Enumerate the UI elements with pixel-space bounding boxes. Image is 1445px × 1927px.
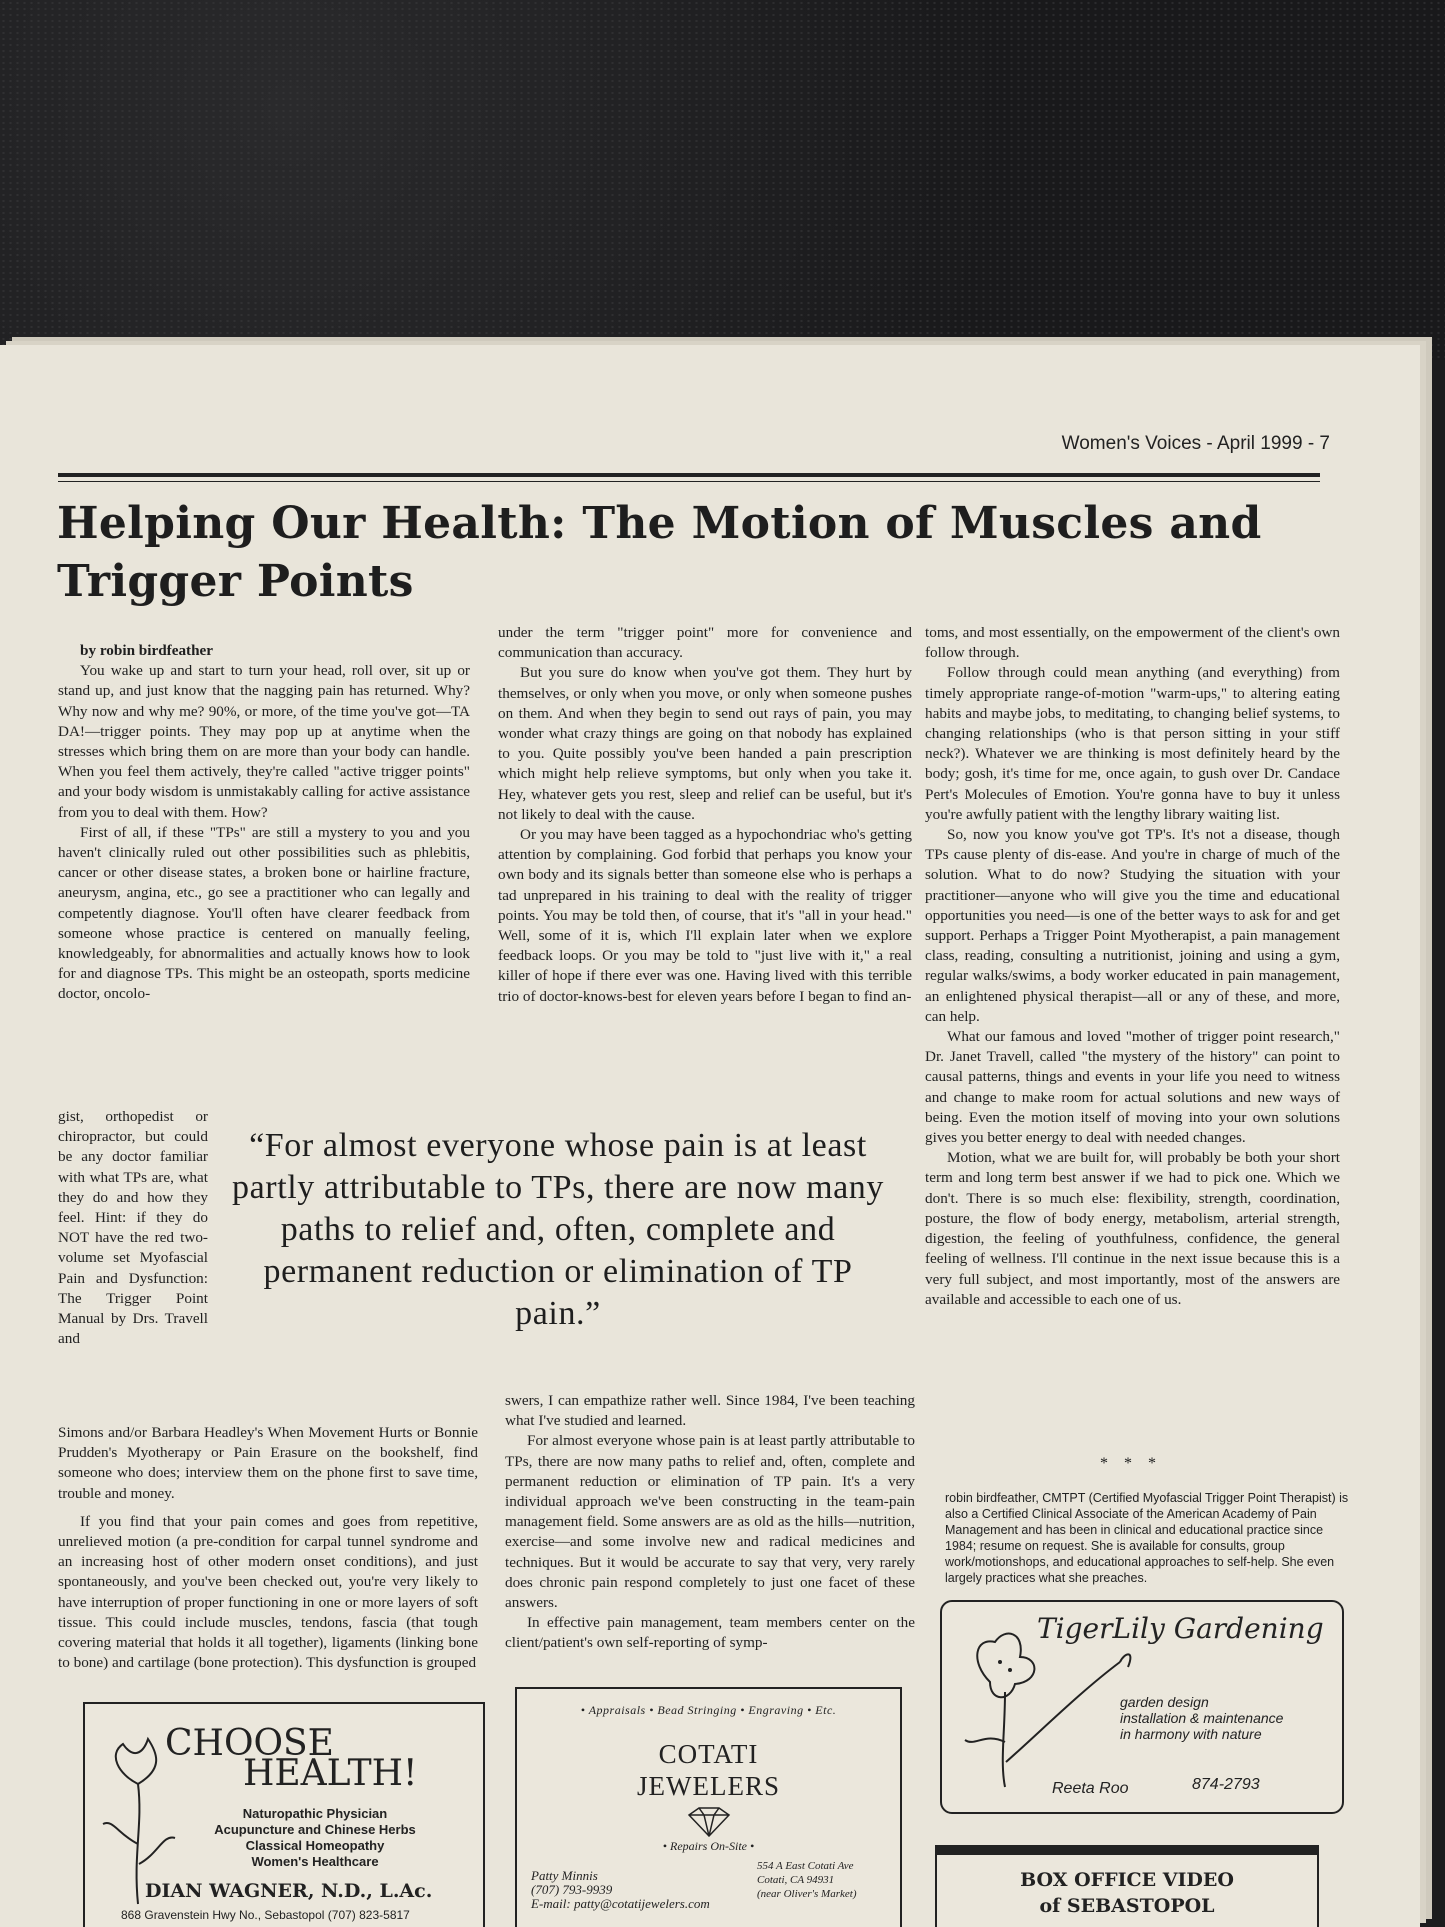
paragraph: under the term "trigger point" more for convenience and communication than accuracy. <box>498 624 912 662</box>
column-2-lower <box>505 1391 915 1654</box>
byline: by robin birdfeather <box>80 642 214 659</box>
pull-quote: “For almost everyone whose pain is at least partly attributable to TPs, there are now many paths to relief and, often, complete and permanent reduction or elimination of TP pain.” <box>231 1127 885 1332</box>
ad-address <box>757 1859 857 1901</box>
service-line: Naturopathic Physician <box>242 1806 388 1821</box>
ad-contact-name: Reeta Roo <box>1052 1780 1129 1797</box>
ad-box-office-video <box>935 1845 1319 1927</box>
service-line: Acupuncture and Chinese Herbs <box>214 1822 416 1837</box>
section-break: * * * <box>1100 1455 1162 1472</box>
author-bio: robin birdfeather, CMTPT (Certified Myofascial Trigger Point Therapist) is also a Certified Clinical Associate of the American Academy of Pain Management and has been in clinical and educational practice since 1984; resume on request. She is available for consults, group work/motionshops, and educational approaches to self-help. She even largely practices what she preaches. <box>945 1491 1349 1585</box>
contact-line: E-mail: patty@cotatijewelers.com <box>531 1896 710 1911</box>
ad-services <box>185 1806 445 1870</box>
paragraph: For almost everyone whose pain is at least partly attributable to TPs, there are now many paths to relief and, often, complete and permanent reduction or elimination of TP pain. It's a very individual approach we've been constructing in the team-pain management field. Some answers are as old as the hills—nutrition, exercise—and some involve new and radical medicines and techniques. But it would be accurate to say that very, very rarely does chronic pain respond completely to just one facet of these answers. <box>505 1432 915 1612</box>
running-head: Women's Voices - April 1999 - 7 <box>1061 433 1330 454</box>
ad-practitioner-name: DIAN WAGNER, N.D., L.Ac. <box>145 1880 433 1902</box>
paragraph: toms, and most essentially, on the empowerment of the client's own follow through. <box>925 624 1340 662</box>
paragraph: If you find that your pain comes and goes from repetitive, unrelieved motion (a pre-condition for carpal tunnel syndrome and an increasing host of other modern onset conditions), and just spontaneously, and you've been checked out, you're very likely to have interruption of proper functioning in one or more layers of soft tissue. This could include muscles, tendons, fascia (that tough covering material that holds it all together), ligaments (linking bone to bone) and cartilage (bone protection). This dysfunction is grouped <box>58 1512 478 1672</box>
ad-address: 868 Gravenstein Hwy No., Sebastopol (707) 823-5817 <box>121 1908 410 1922</box>
address-line: 554 A East Cotati Ave <box>757 1860 854 1872</box>
ad-contact <box>531 1869 710 1911</box>
ad-title: HEALTH! <box>243 1753 418 1794</box>
newspaper-page <box>0 345 1420 1927</box>
service-line: Classical Homeopathy <box>245 1838 385 1853</box>
ad-phone: 874-2793 <box>1192 1776 1260 1793</box>
ad-title: TigerLily Gardening <box>1037 1612 1324 1645</box>
paragraph: But you sure do know when you've got them. They hurt by themselves, or only when you move, or only when someone pushes on them. And when they begin to send out rays of pain, you may wonder what crazy things are going on that nobody has explained to you. Quite possibly you've been handed a pain prescription which might help relieve symptoms, but only when you take it. Hey, whatever gets you rest, sleep and relief can be useful, but it's not likely to deal with the cause. <box>498 664 912 823</box>
ad-title: COTATI <box>658 1739 759 1769</box>
paragraph: Motion, what we are built for, will probably be both your short term and long term best answer if we had to pick one. Which we don't. There is so much else: flexibility, strength, coordination, posture, the flow of body energy, metabolism, arterial strength, digestion, the feeling of youthfulness, confidence, the general feeling of wellness. I'll continue in the next issue because this is a very full subject, and most importantly, most of the answers are available and accessible to each one of us. <box>925 1149 1340 1308</box>
paragraph: So, now you know you've got TP's. It's not a disease, though TPs cause plenty of dis-ease. And you're in charge of much of the solution. What to do now? Studying the situation with your practitioner—anyone who will give you the time and educational opportunities you need—is one of the better ways to ask for and get support. Perhaps a Trigger Point Myotherapist, a pain management class, reading, consulting a nutritionist, joining and using a gym, regular walks/swims, a body worker educated in pain management, an enlightened physical therapist—all or any of these, and more, can help. <box>925 826 1340 1025</box>
contact-line: Patty Minnis <box>531 1868 598 1883</box>
ad-title: JEWELERS <box>637 1771 780 1801</box>
ad-subtitle: of SEBASTOPOL <box>1039 1895 1215 1917</box>
ad-tigerlily-gardening <box>940 1600 1344 1814</box>
ad-title: CHOOSE <box>165 1723 334 1764</box>
article-title: Helping Our Health: The Motion of Muscles and Trigger Points <box>57 498 1262 607</box>
column-3 <box>925 623 1340 1310</box>
paragraph: First of all, if these "TPs" are still a mystery to you and you haven't clinically ruled out other possibilities such as phlebitis, cancer or other disease states, a broken bone or hairline fracture, aneurysm, angina, etc., go see a practitioner who can legally and competently diagnose. You'll often have clearer feedback from someone whose practice is centered on manually feeling, knowledgeably, for abnormalities and actually knows how to look for and diagnose TPs. This might be an osteopath, sports medicine doctor, oncolo- <box>58 823 470 1003</box>
address-line: Cotati, CA 94931 <box>757 1874 835 1886</box>
paragraph: swers, I can empathize rather well. Since 1984, I've been teaching what I've studied and learned. <box>505 1392 915 1430</box>
paragraph: Simons and/or Barbara Headley's When Movement Hurts or Bonnie Prudden's Myotherapy or Pain Erasure on the bookshelf, find someone who does; interview them on the phone first to save time, trouble and money. <box>58 1424 478 1502</box>
paragraph: In effective pain management, team members center on the client/patient's own self-reporting of symp- <box>505 1614 915 1652</box>
paragraph: You wake up and start to turn your head, roll over, sit up or stand up, and just know that the nagging pain has returned. Why? Why now and why me? 90%, or more, of the time you've got—TA DA!—trigger points. They may pop up at anytime when the stresses which bring them on are more than your body can handle. When you feel them actively, they're called "active trigger points" and your body wisdom is unmistakably calling for active assistance from you to deal with them. How? <box>58 662 470 821</box>
column-2 <box>498 623 912 1007</box>
diamond-icon <box>684 1807 734 1837</box>
description-line: in harmony with nature <box>1120 1726 1262 1742</box>
column-1 <box>58 641 470 1005</box>
ad-services: • Appraisals • Bead Stringing • Engraving • Etc. <box>580 1703 837 1717</box>
column-1-lower <box>58 1423 478 1673</box>
paragraph: What our famous and loved "mother of trigger point research," Dr. Janet Travell, called "the mystery of the history" can point to causal patterns, things and events in your life you need to witness and change to make room for actual solutions and new ways of being. Even the motion itself of moving into your own solutions gives you better energy to deal with needed changes. <box>925 1028 1340 1147</box>
ad-repairs: • Repairs On-Site • <box>662 1839 755 1853</box>
column-1-narrow <box>58 1107 208 1349</box>
header-rule <box>58 473 1320 477</box>
address-line: (near Oliver's Market) <box>757 1888 857 1900</box>
service-line: Women's Healthcare <box>251 1854 379 1869</box>
paragraph: gist, orthopedist or chiropractor, but could be any doctor familiar with what TPs are, what they do and how they feel. Hint: if they do NOT have the red two-volume set Myofascial Pain and Dysfunction: The Trigger Point Manual by Drs. Travell and <box>58 1108 208 1348</box>
description-line: installation & maintenance <box>1120 1710 1284 1726</box>
carpet-background <box>0 0 1445 360</box>
ad-cotati-jewelers <box>515 1687 902 1927</box>
paragraph: Or you may have been tagged as a hypochondriac who's getting attention by complaining. God forbid that perhaps you know your own body and its signals better than someone else who is perhaps a tad unprepared in his training to deal with the reality of trigger points. You may be told then, of course, that it's "all in your head." Well, some of it is, which I'll explain later when we explore feedback loops. Or you may be told to "just live with it," a real killer of hope if there ever was one. Having lived with this terrible trio of doctor-knows-best for eleven years before I began to find an- <box>498 826 912 1005</box>
contact-line: (707) 793-9939 <box>531 1882 613 1897</box>
paragraph: Follow through could mean anything (and everything) from timely appropriate range-of-motion "warm-ups," to altering eating habits and maybe jobs, to meditating, to changing belief systems, to changing relationships (who is that person sitting in your stiff neck?). Whatever we are thinking is most definitely heard by the body; gosh, it's time for me, once again, to gush over Dr. Candace Pert's Molecules of Emotion. You're gonna have to buy it unless you're awfully patient with the lengthy library waiting list. <box>925 664 1340 823</box>
ad-description <box>1120 1694 1283 1742</box>
ad-choose-health <box>83 1702 485 1927</box>
description-line: garden design <box>1120 1694 1209 1710</box>
ad-title: BOX OFFICE VIDEO <box>1020 1869 1234 1891</box>
header-rule-thin <box>58 481 1320 482</box>
